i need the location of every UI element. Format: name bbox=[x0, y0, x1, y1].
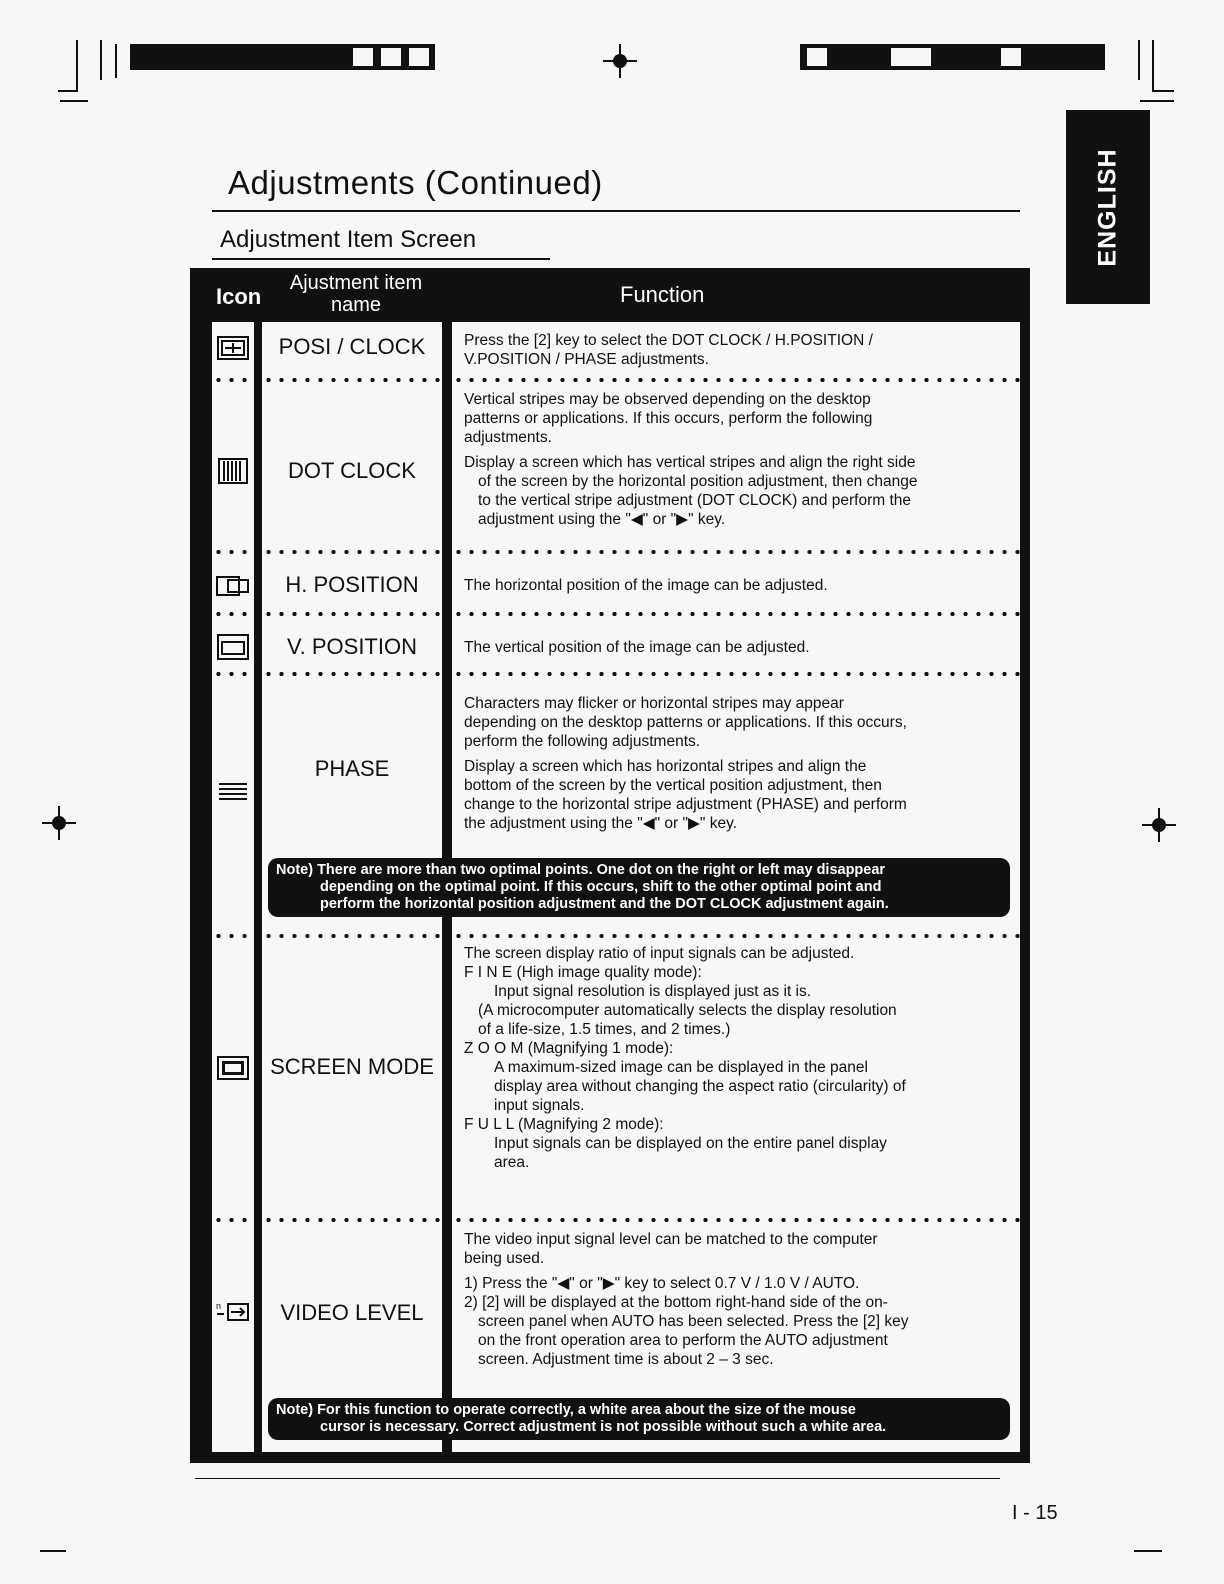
item-name-dot-clock: DOT CLOCK bbox=[288, 458, 416, 483]
video-level-icon bbox=[216, 1300, 250, 1324]
dot-clock-icon bbox=[218, 458, 248, 484]
section-divider bbox=[212, 258, 550, 260]
footer-divider bbox=[195, 1478, 1000, 1479]
item-name-phase: PHASE bbox=[314, 756, 390, 781]
registration-mark-icon bbox=[1142, 808, 1176, 842]
function-text-phase: Characters may flicker or horizontal stripes may appear depending on the desktop patterns or applications. If this occurs, perform the following adjustments. Display a screen which has horizontal stripes and align the bottom of the screen by the vertical position adjustment, then change to the horizontal stripe adjustment (PHASE) and perform the adjustment using the "◀" or "▶" key. bbox=[464, 695, 907, 832]
item-name-v-position: V. POSITION bbox=[286, 634, 417, 659]
note-phase: Note) There are more than two optimal points. One dot on the right or left may disappear depending on the optimal point. If this occurs, shift to the other optimal point and perform the horizontal position adjustment and the DOT CLOCK adjustment again. bbox=[268, 858, 1010, 917]
function-text-screen-mode: The screen display ratio of input signals can be adjusted. F I N E (High image quality mode): Input signal resolution is displayed just as it is. (A microcomputer automatically selects the display resolution of a life-size, 1.5 times, and 2 times.) Z O O M (Magnifying 1 mode): A maximum-sized image can be displayed in the panel display area without changing the aspect ratio (circularity) of input signals. F U L L (Magnifying 2 mode): Input signals can be displayed on the entire panel display area. bbox=[464, 945, 906, 1171]
registration-mark-icon bbox=[603, 44, 637, 78]
table-header bbox=[190, 268, 1030, 322]
registration-mark-icon bbox=[42, 806, 76, 840]
color-bar-right bbox=[800, 44, 1105, 70]
function-text-v-position: The vertical position of the image can be adjusted. bbox=[464, 639, 810, 656]
h-position-icon bbox=[216, 574, 250, 598]
crop-mark bbox=[100, 40, 102, 80]
function-text-h-position: The horizontal position of the image can be adjusted. bbox=[464, 577, 828, 594]
posi-clock-icon bbox=[217, 336, 249, 360]
crop-mark bbox=[40, 1550, 66, 1552]
section-title: Adjustment Item Screen bbox=[220, 226, 477, 253]
crop-mark bbox=[1138, 40, 1140, 80]
language-tab bbox=[1066, 110, 1150, 304]
item-name-screen-mode: SCREEN MODE bbox=[270, 1054, 434, 1079]
icon-column bbox=[212, 322, 254, 1452]
crop-mark bbox=[1152, 40, 1154, 92]
crop-mark bbox=[76, 40, 78, 92]
crop-mark bbox=[1140, 100, 1174, 102]
crop-mark bbox=[60, 100, 88, 102]
screen-mode-icon bbox=[217, 1056, 249, 1080]
note-video-level: Note) For this function to operate correctly, a white area about the size of the mouse cursor is necessary. Correct adjustment is not possible without such a white area. bbox=[268, 1398, 1010, 1440]
function-text-dot-clock: Vertical stripes may be observed depending on the desktop patterns or applications. If this occurs, perform the following adjustments. Display a screen which has vertical stripes and align the right side of the screen by the horizontal position adjustment, then change to the vertical stripe adjustment (DOT CLOCK) and perform the adjustment using the "◀" or "▶" key. bbox=[464, 391, 918, 528]
crop-mark bbox=[1134, 1550, 1162, 1552]
item-name-h-position: H. POSITION bbox=[285, 572, 419, 597]
phase-icon bbox=[218, 782, 248, 804]
item-name-video-level: VIDEO LEVEL bbox=[280, 1300, 424, 1325]
header-icon: Icon bbox=[216, 284, 262, 309]
language-tab-label: ENGLISH bbox=[1093, 147, 1122, 267]
function-text-posi-clock: Press the [2] key to select the DOT CLOCK / H.POSITION / V.POSITION / PHASE adjustments. bbox=[464, 332, 873, 368]
crop-mark bbox=[1152, 90, 1174, 92]
header-function: Function bbox=[620, 282, 705, 307]
page-title: Adjustments (Continued) bbox=[228, 164, 603, 201]
svg-text:n: n bbox=[216, 1301, 222, 1311]
title-divider bbox=[212, 210, 1020, 212]
adjustment-table bbox=[190, 268, 1030, 1463]
header-name: Ajustment item name bbox=[289, 272, 423, 316]
page-number: I - 15 bbox=[1012, 1502, 1058, 1524]
item-name-posi-clock: POSI / CLOCK bbox=[278, 334, 426, 359]
v-position-icon bbox=[217, 634, 249, 660]
color-bar-left bbox=[130, 44, 435, 70]
crop-mark bbox=[115, 44, 117, 78]
crop-mark bbox=[58, 90, 78, 92]
function-text-video-level: The video input signal level can be matched to the computer being used. 1) Press the "◀" or "▶" key to select 0.7 V / 1.0 V / AUTO. 2) [2] will be displayed at the bottom right-hand side of the on- screen panel when AUTO has been selected. Press the [2] key on the front operation area to perform the AUTO adjustment screen. Adjustment time is about 2 – 3 sec. bbox=[464, 1231, 909, 1368]
